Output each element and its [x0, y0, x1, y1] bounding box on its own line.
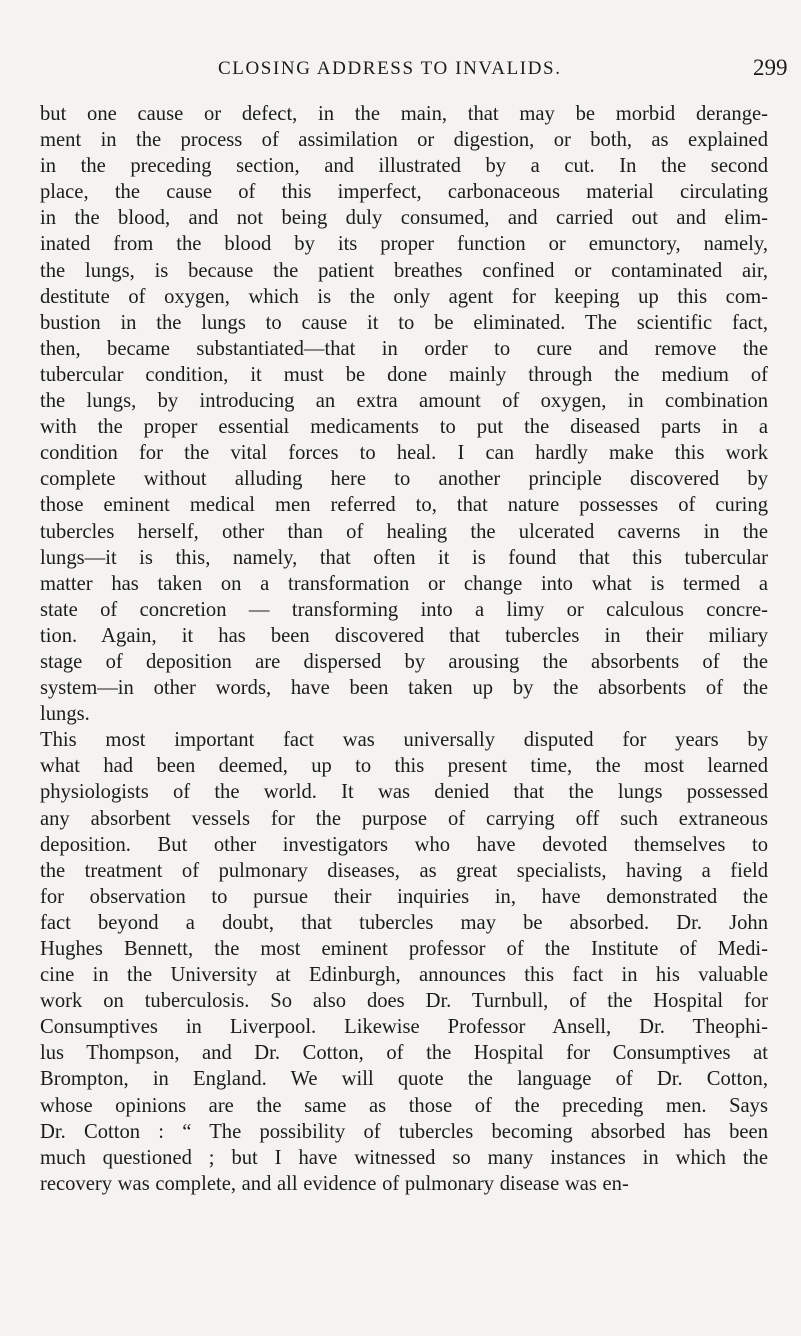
- text-line: physiologists of the world. It was denied that the lungs possessed: [40, 781, 768, 804]
- text-line: fact beyond a doubt, that tubercles may be absorbed. Dr. John: [40, 911, 768, 934]
- text-line: any absorbent vessels for the purpose of carrying off such extraneous: [40, 807, 768, 830]
- text-line: tubercular condition, it must be done mainly through the medium of: [40, 363, 768, 386]
- text-line: Consumptives in Liverpool. Likewise Professor Ansell, Dr. Theophi-: [40, 1016, 768, 1039]
- text-line: state of concretion — transforming into a limy or calculous concre-: [40, 598, 768, 621]
- text-line: Brompton, in England. We will quote the language of Dr. Cotton,: [40, 1068, 768, 1091]
- text-line: tion. Again, it has been discovered that tubercles in their miliary: [40, 624, 768, 647]
- text-line: but one cause or defect, in the main, that may be morbid derange-: [40, 103, 768, 125]
- text-line: the lungs, by introducing an extra amount of oxygen, in combination: [40, 390, 768, 413]
- text-line: system—in other words, have been taken up by the absorbents of the: [40, 677, 768, 700]
- text-line: destitute of oxygen, which is the only agent for keeping up this com-: [40, 285, 768, 308]
- text-line: lus Thompson, and Dr. Cotton, of the Hospital for Consumptives at: [40, 1042, 768, 1065]
- running-head-title: CLOSING ADDRESS TO INVALIDS.: [218, 58, 562, 79]
- text-line: Hughes Bennett, the most eminent professor of the Institute of Medi-: [40, 938, 768, 960]
- text-line: ment in the process of assimilation or digestion, or both, as explained: [40, 129, 768, 152]
- text-line: work on tuberculosis. So also does Dr. Turnbull, of the Hospital for: [40, 990, 768, 1013]
- text-line: the lungs, is because the patient breathes confined or contaminated air,: [40, 259, 768, 282]
- paragraph: [40, 101, 768, 727]
- text-line: whose opinions are the same as those of the preceding men. Says: [40, 1094, 768, 1117]
- text-line: condition for the vital forces to heal. I can hardly make this work: [40, 442, 768, 465]
- text-line: lungs.: [40, 703, 90, 726]
- text-line: cine in the University at Edinburgh, announces this fact in his valuable: [40, 964, 768, 987]
- text-line: for observation to pursue their inquiries in, have demonstrated the: [40, 885, 768, 908]
- text-line: complete without alluding here to another principle discovered by: [40, 468, 768, 491]
- text-line: recovery was complete, and all evidence of pulmonary disease was en-: [40, 1172, 629, 1195]
- text-line: with the proper essential medicaments to put the diseased parts in a: [40, 416, 768, 439]
- text-line: Dr. Cotton : “ The possibility of tubercles becoming absorbed has been: [40, 1120, 768, 1143]
- body-text: [40, 101, 768, 1197]
- running-head: [0, 55, 801, 86]
- text-line: stage of deposition are dispersed by arousing the absorbents of the: [40, 650, 768, 673]
- text-line: matter has taken on a transformation or change into what is termed a: [40, 572, 768, 595]
- text-line: in the blood, and not being duly consumed, and carried out and elim-: [40, 207, 768, 230]
- text-line: tubercles herself, other than of healing the ulcerated caverns in the: [40, 520, 768, 543]
- text-line: lungs—it is this, namely, that often it is found that this tubercular: [40, 546, 768, 569]
- text-line: bustion in the lungs to cause it to be eliminated. The scientific fact,: [40, 311, 768, 334]
- text-line: those eminent medical men referred to, that nature possesses of curing: [40, 494, 768, 517]
- text-line: much questioned ; but I have witnessed so many instances in which the: [40, 1146, 768, 1169]
- text-line: inated from the blood by its proper function or emunctory, namely,: [40, 233, 768, 256]
- paragraph: [40, 727, 768, 1197]
- text-line: place, the cause of this imperfect, carbonaceous material circulating: [40, 181, 768, 204]
- text-line: This most important fact was universally disputed for years by: [40, 729, 768, 752]
- page-number: 299: [753, 55, 788, 80]
- text-line: then, became substantiated—that in order to cure and remove the: [40, 337, 768, 360]
- text-line: what had been deemed, up to this present time, the most learned: [40, 755, 768, 778]
- text-line: the treatment of pulmonary diseases, as great specialists, having a field: [40, 859, 768, 882]
- text-line: deposition. But other investigators who have devoted themselves to: [40, 833, 768, 856]
- text-line: in the preceding section, and illustrated by a cut. In the second: [40, 155, 768, 178]
